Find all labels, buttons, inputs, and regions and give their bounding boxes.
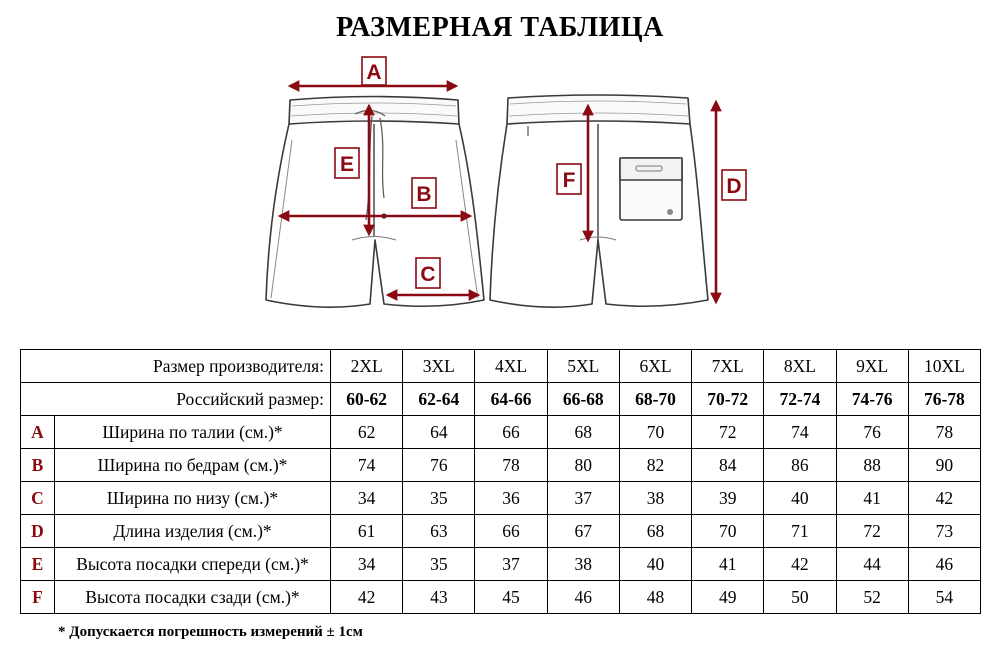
measurement-label-a	[362, 57, 386, 85]
measurement-value: 78	[475, 449, 547, 482]
measurement-value: 41	[836, 482, 908, 515]
measurement-value: 42	[331, 581, 403, 614]
maker-size-cell: 5XL	[547, 350, 619, 383]
maker-size-cell: 6XL	[619, 350, 691, 383]
measurement-value: 62	[331, 416, 403, 449]
maker-size-cell: 4XL	[475, 350, 547, 383]
measurement-value: 39	[692, 482, 764, 515]
measurement-value: 74	[331, 449, 403, 482]
maker-size-cell: 8XL	[764, 350, 836, 383]
russian-size-cell: 74-76	[836, 383, 908, 416]
diagram-label-d: D	[726, 175, 742, 198]
measurement-value: 80	[547, 449, 619, 482]
measurement-label: Ширина по низу (см.)*	[55, 482, 331, 515]
measurement-value: 66	[475, 515, 547, 548]
maker-size-cell: 3XL	[403, 350, 475, 383]
measurement-value: 40	[619, 548, 691, 581]
measurement-value: 45	[475, 581, 547, 614]
measurement-row	[21, 548, 981, 581]
measurement-value: 64	[403, 416, 475, 449]
diagram-label-f: F	[562, 169, 576, 192]
measurement-value: 46	[547, 581, 619, 614]
measurement-value: 40	[764, 482, 836, 515]
measurement-letter: C	[21, 482, 55, 515]
measurement-letter: D	[21, 515, 55, 548]
measurement-letter: B	[21, 449, 55, 482]
russian-size-row	[21, 383, 981, 416]
measurement-value: 74	[764, 416, 836, 449]
measurement-value: 48	[619, 581, 691, 614]
measurement-value: 42	[764, 548, 836, 581]
measurement-value: 88	[836, 449, 908, 482]
measurement-footnote: * Допускается погрешность измерений ± 1см	[58, 624, 363, 640]
measurement-label-d	[722, 170, 746, 200]
diagram-label-e: E	[339, 153, 355, 176]
measurement-row	[21, 416, 981, 449]
measurement-value: 76	[403, 449, 475, 482]
measurement-letter: A	[21, 416, 55, 449]
size-table	[20, 349, 981, 614]
measurement-row	[21, 581, 981, 614]
measurement-value: 54	[908, 581, 980, 614]
measurement-label-b	[412, 178, 436, 208]
measurement-value: 37	[475, 548, 547, 581]
measurement-value: 90	[908, 449, 980, 482]
measurement-value: 42	[908, 482, 980, 515]
diagram-label-b: B	[416, 183, 432, 206]
measurement-value: 70	[692, 515, 764, 548]
russian-size-cell: 60-62	[331, 383, 403, 416]
measurement-value: 66	[475, 416, 547, 449]
measurement-value: 34	[331, 548, 403, 581]
measurement-value: 35	[403, 548, 475, 581]
measurement-value: 38	[547, 548, 619, 581]
russian-size-cell: 70-72	[692, 383, 764, 416]
page-title: РАЗМЕРНАЯ ТАБЛИЦА	[336, 12, 664, 43]
maker-size-label: Размер производителя:	[21, 350, 331, 383]
russian-size-cell: 76-78	[908, 383, 980, 416]
russian-size-cell: 62-64	[403, 383, 475, 416]
measurement-value: 43	[403, 581, 475, 614]
measurement-value: 73	[908, 515, 980, 548]
measurement-value: 68	[547, 416, 619, 449]
measurement-row	[21, 449, 981, 482]
measurement-value: 35	[403, 482, 475, 515]
russian-size-cell: 64-66	[475, 383, 547, 416]
measurement-value: 50	[764, 581, 836, 614]
measurement-label: Ширина по талии (см.)*	[55, 416, 331, 449]
measurement-value: 72	[836, 515, 908, 548]
diagram-label-c: C	[420, 263, 436, 286]
measurement-label-f	[557, 164, 581, 194]
measurement-label: Ширина по бедрам (см.)*	[55, 449, 331, 482]
measurement-label-c	[416, 258, 440, 288]
measurement-value: 41	[692, 548, 764, 581]
measurement-label: Длина изделия (см.)*	[55, 515, 331, 548]
measurement-value: 34	[331, 482, 403, 515]
measurement-value: 61	[331, 515, 403, 548]
diagram-label-a: A	[366, 61, 382, 84]
shorts-back-illustration	[490, 95, 708, 307]
measurement-label: Высота посадки сзади (см.)*	[55, 581, 331, 614]
maker-size-cell: 2XL	[331, 350, 403, 383]
measurement-value: 49	[692, 581, 764, 614]
maker-size-row	[21, 350, 981, 383]
measurement-value: 84	[692, 449, 764, 482]
maker-size-cell: 7XL	[692, 350, 764, 383]
measurement-row	[21, 482, 981, 515]
russian-size-label: Российский размер:	[21, 383, 331, 416]
shorts-front-illustration	[266, 97, 484, 308]
measurement-value: 70	[619, 416, 691, 449]
measurement-value: 46	[908, 548, 980, 581]
measurement-value: 67	[547, 515, 619, 548]
maker-size-cell: 10XL	[908, 350, 980, 383]
measurement-value: 36	[475, 482, 547, 515]
measurement-letter: E	[21, 548, 55, 581]
measurement-rows	[21, 416, 981, 614]
measurement-value: 82	[619, 449, 691, 482]
measurement-label: Высота посадки спереди (см.)*	[55, 548, 331, 581]
measurement-value: 44	[836, 548, 908, 581]
measurement-value: 38	[619, 482, 691, 515]
measurement-value: 76	[836, 416, 908, 449]
russian-size-cell: 72-74	[764, 383, 836, 416]
measurement-row	[21, 515, 981, 548]
russian-size-cell: 68-70	[619, 383, 691, 416]
measurement-label-e	[335, 148, 359, 178]
measurement-value: 37	[547, 482, 619, 515]
maker-size-cell: 9XL	[836, 350, 908, 383]
measurement-letter: F	[21, 581, 55, 614]
measurement-value: 68	[619, 515, 691, 548]
measurement-value: 71	[764, 515, 836, 548]
measurement-value: 78	[908, 416, 980, 449]
measurement-value: 52	[836, 581, 908, 614]
measurement-value: 63	[403, 515, 475, 548]
measurement-value: 86	[764, 449, 836, 482]
russian-size-cell: 66-68	[547, 383, 619, 416]
measurement-value: 72	[692, 416, 764, 449]
